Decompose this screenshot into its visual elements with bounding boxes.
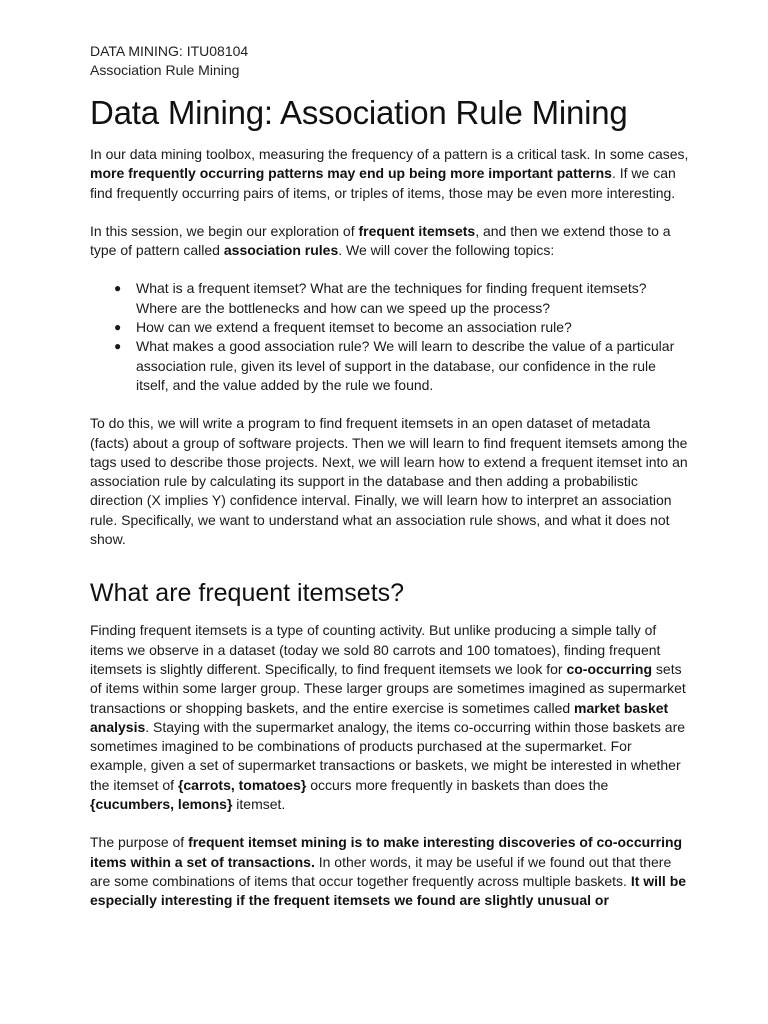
section-paragraph-1: Finding frequent itemsets is a type of counting activity. But unlike producing a simple tally of items we observe in a dataset (today we sold 80 carrots and 100 tomatoes), finding frequent itemsets is slightly different. Specifically, to find frequent itemsets we look for co-occurring sets of items within some larger group. These larger groups are sometimes imagined as supermarket transactions or shopping baskets, and the entire exercise is sometimes called market basket analysis. Staying with the supermarket analogy, the items co-occurring within those baskets are sometimes imagined to be combinations of products purchased at the supermarket. For example, given a set of supermarket transactions or baskets, we might be interested in whether the itemset of {carrots, tomatoes} occurs more frequently in baskets than does the {cucumbers, lemons} itemset. bbox=[90, 622, 686, 813]
document-page bbox=[90, 42, 690, 930]
bullet-icon: ● bbox=[114, 320, 122, 335]
page-title: Data Mining: Association Rule Mining bbox=[90, 94, 628, 131]
intro-paragraph-2: In this session, we begin our exploration of frequent itemsets, and then we extend those to a type of pattern called association rules. We will cover the following topics: bbox=[90, 222, 671, 259]
bullet-icon: ● bbox=[114, 281, 122, 296]
list-item: ● What makes a good association rule? We will learn to describe the value of a particular association rule, given its level of support in the database, our confidence in the rule itself, and the value added by the rule we found. bbox=[114, 338, 675, 393]
intro-paragraph-1: In our data mining toolbox, measuring the frequency of a pattern is a critical task. In some cases, more frequently occurring patterns may end up being more important patterns. If we can find frequently occurring pairs of items, or triples of items, those may be even more interesting. bbox=[90, 146, 689, 201]
list-item: ● What is a frequent itemset? What are the techniques for finding frequent itemsets? Where are the bottlenecks and how can we speed up the process? bbox=[114, 280, 647, 316]
course-code: DATA MINING: ITU08104 bbox=[90, 43, 249, 59]
intro-paragraph-3: To do this, we will write a program to find frequent itemsets in an open dataset of metadata (facts) about a group of software projects. Then we will learn to find frequent itemsets among the tags used to describe those projects. Next, we will learn how to extend a frequent itemset into an association rule by calculating its support in the database and then adding a probabilistic direction (X implies Y) confidence interval. Finally, we will learn how to interpret an association rule. Specifically, we want to understand what an association rule shows, and what it does not show. bbox=[90, 415, 688, 548]
bullet-icon: ● bbox=[114, 339, 122, 354]
section-heading-frequent-itemsets: What are frequent itemsets? bbox=[90, 579, 405, 608]
section-paragraph-2: The purpose of frequent itemset mining is to make interesting discoveries of co-occurring items within a set of transactions. In other words, it may be useful if we found out that there are some combinations of items that occur together frequently across multiple baskets. It will be especially interesting if the frequent itemsets we found are slightly unusual or bbox=[90, 834, 687, 909]
list-item: ● How can we extend a frequent itemset to become an association rule? bbox=[136, 318, 690, 337]
topics-list bbox=[90, 279, 690, 395]
document-subtitle: Association Rule Mining bbox=[90, 62, 240, 78]
